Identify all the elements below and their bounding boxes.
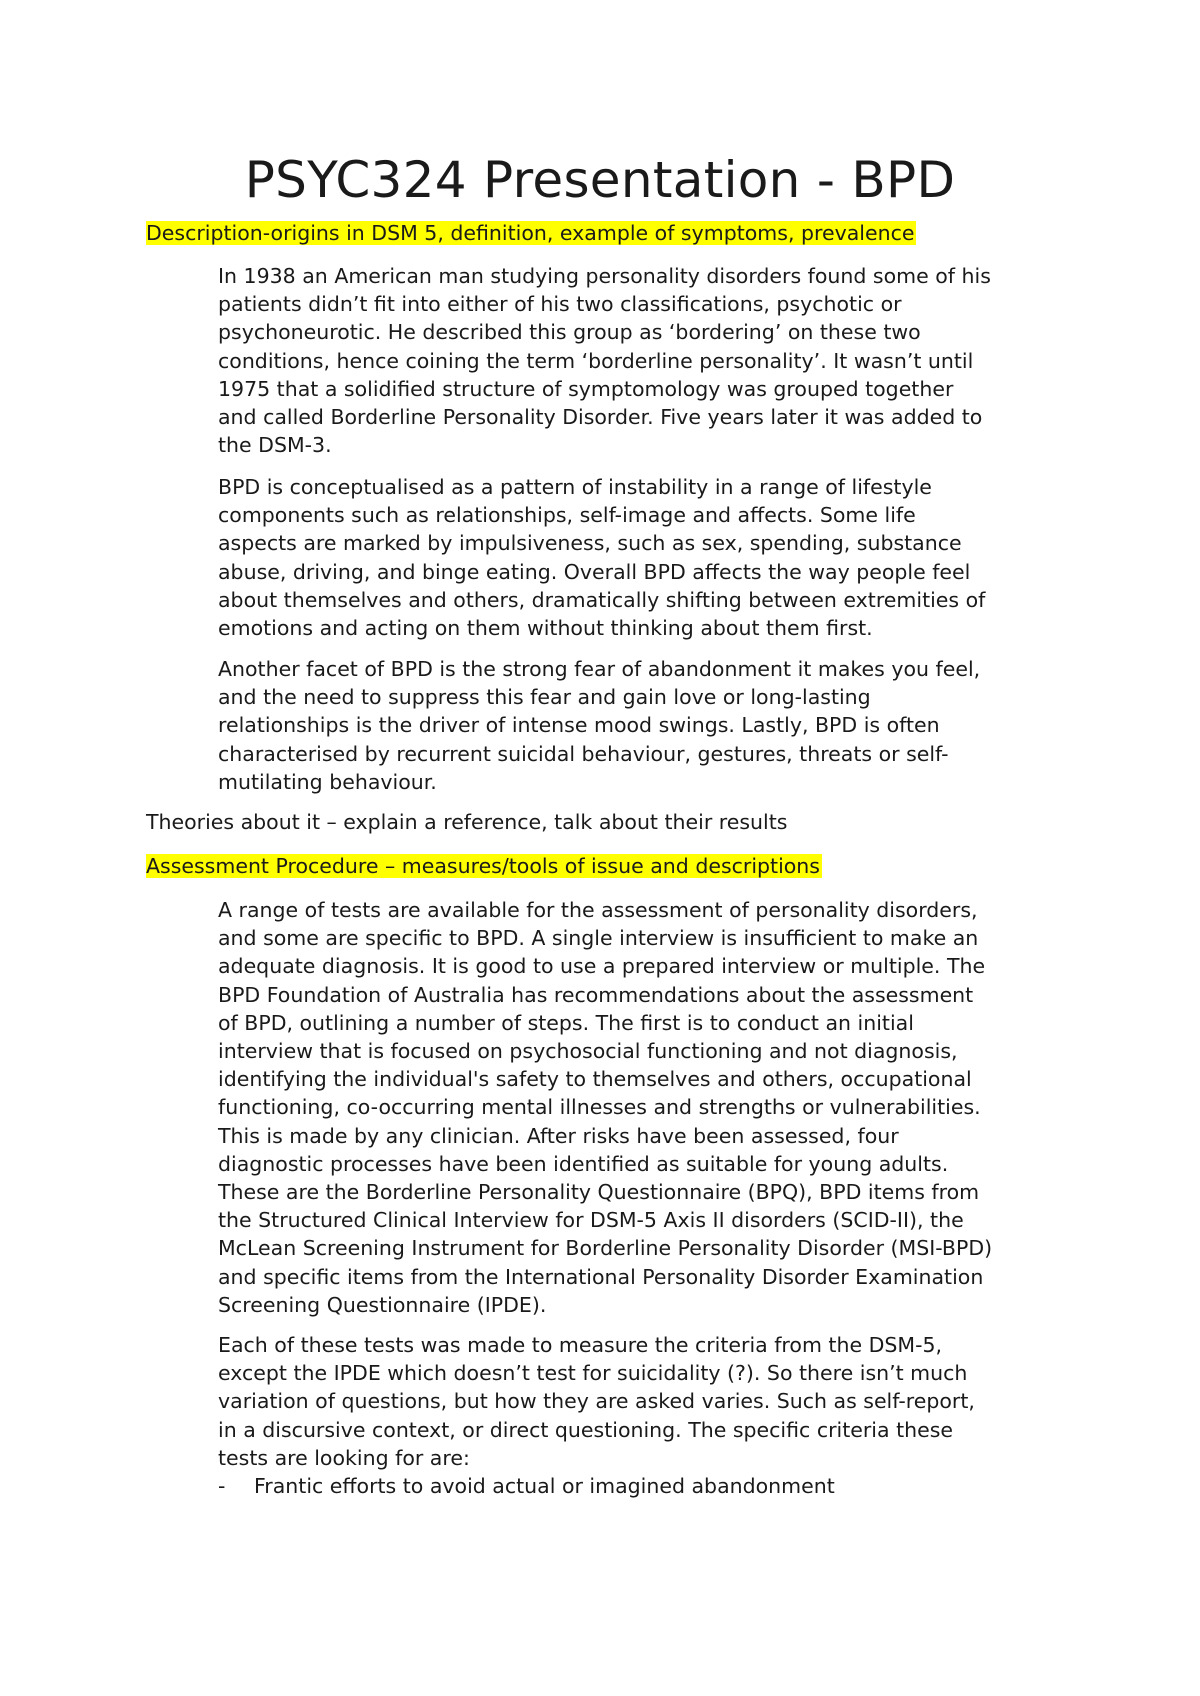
text-line: diagnostic processes have been identified as suitable for young adults.: [218, 1151, 949, 1176]
text-line: BPD Foundation of Australia has recommendations about the assessment: [218, 982, 974, 1007]
text-line: These are the Borderline Personality Questionnaire (BPQ), BPD items from: [218, 1180, 980, 1205]
paragraph-symptoms: [218, 655, 1088, 796]
text-line: adequate diagnosis. It is good to use a prepared interview or multiple. The: [218, 954, 986, 979]
text-line: mutilating behaviour.: [218, 769, 437, 794]
text-line: and the need to suppress this fear and gain love or long-lasting: [218, 685, 871, 710]
text-line: Another facet of BPD is the strong fear of abandonment it makes you feel,: [218, 657, 981, 681]
paragraph-criteria: [218, 1331, 1088, 1472]
text-line: relationships is the driver of intense mood swings. Lastly, BPD is often: [218, 713, 940, 738]
text-line: functioning, co-occurring mental illnesses and strengths or vulnerabilities.: [218, 1095, 981, 1120]
text-line: A range of tests are available for the assessment of personality disorders,: [218, 898, 978, 922]
text-line: and some are specific to BPD. A single interview is insufficient to make an: [218, 926, 979, 951]
section-body-criteria: [218, 1331, 1088, 1500]
highlighted-heading-text: Assessment Procedure – measures/tools of issue and descriptions: [146, 854, 820, 878]
text-line: identifying the individual's safety to themselves and others, occupational: [218, 1067, 972, 1092]
text-line: in a discursive context, or direct questioning. The specific criteria these: [218, 1417, 954, 1442]
text-line: McLean Screening Instrument for Borderline Personality Disorder (MSI-BPD): [218, 1236, 993, 1261]
bullet-text: Frantic efforts to avoid actual or imagined abandonment: [254, 1474, 835, 1499]
text-line: BPD is conceptualised as a pattern of instability in a range of lifestyle: [218, 475, 932, 499]
text-line: This is made by any clinician. After risks have been assessed, four: [218, 1123, 899, 1148]
text-line: 1975 that a solidified structure of symptomology was grouped together: [218, 376, 954, 401]
bullet-dash: -: [218, 1474, 226, 1499]
text-line: of BPD, outlining a number of steps. The first is to conduct an initial: [218, 1010, 914, 1035]
text-line: about themselves and others, dramatically shifting between extremities of: [218, 587, 986, 612]
text-line: and specific items from the International Personality Disorder Examination: [218, 1264, 984, 1289]
section-body-assessment: [218, 896, 1088, 1319]
text-line: except the IPDE which doesn’t test for suicidality (?). So there isn’t much: [218, 1361, 968, 1386]
text-line: and called Borderline Personality Disorder. Five years later it was added to: [218, 405, 983, 430]
section-body-definition: [218, 473, 1088, 642]
paragraph-definition: [218, 473, 1088, 642]
text-line: components such as relationships, self-image and affects. Some life: [218, 503, 916, 528]
text-line: Screening Questionnaire (IPDE).: [218, 1292, 547, 1317]
section-heading-assessment: [146, 852, 822, 880]
text-line: aspects are marked by impulsiveness, such as sex, spending, substance: [218, 531, 962, 556]
text-line: Each of these tests was made to measure the criteria from the DSM-5,: [218, 1333, 943, 1357]
bullet-item: [218, 1472, 1088, 1500]
text-line: the DSM-3.: [218, 433, 332, 458]
text-line: the Structured Clinical Interview for DSM-5 Axis II disorders (SCID-II), the: [218, 1208, 964, 1233]
text-line: variation of questions, but how they are asked varies. Such as self-report,: [218, 1389, 975, 1414]
text-line: patients didn’t fit into either of his two classifications, psychotic or: [218, 292, 902, 317]
text-line: tests are looking for are:: [218, 1445, 470, 1470]
text-line: In 1938 an American man studying personality disorders found some of his: [218, 264, 991, 288]
paragraph-assessment: [218, 896, 1088, 1319]
section-heading-theories: Theories about it – explain a reference, talk about their results: [146, 810, 788, 834]
text-line: emotions and acting on them without thinking about them first.: [218, 616, 873, 641]
text-line: psychoneurotic. He described this group as ‘bordering’ on these two: [218, 320, 921, 345]
text-line: conditions, hence coining the term ‘borderline personality’. It wasn’t until: [218, 348, 974, 373]
section-body-description: [218, 262, 1088, 459]
highlighted-heading-text: Description-origins in DSM 5, definition, example of symptoms, prevalence: [146, 221, 915, 245]
text-line: abuse, driving, and binge eating. Overall BPD affects the way people feel: [218, 559, 971, 584]
text-line: characterised by recurrent suicidal behaviour, gestures, threats or self-: [218, 741, 949, 766]
section-heading-description: [146, 219, 916, 247]
section-body-symptoms: [218, 655, 1088, 796]
text-line: interview that is focused on psychosocial functioning and not diagnosis,: [218, 1039, 958, 1064]
paragraph-origins: [218, 262, 1088, 459]
document-title: PSYC324 Presentation - BPD: [244, 151, 956, 209]
